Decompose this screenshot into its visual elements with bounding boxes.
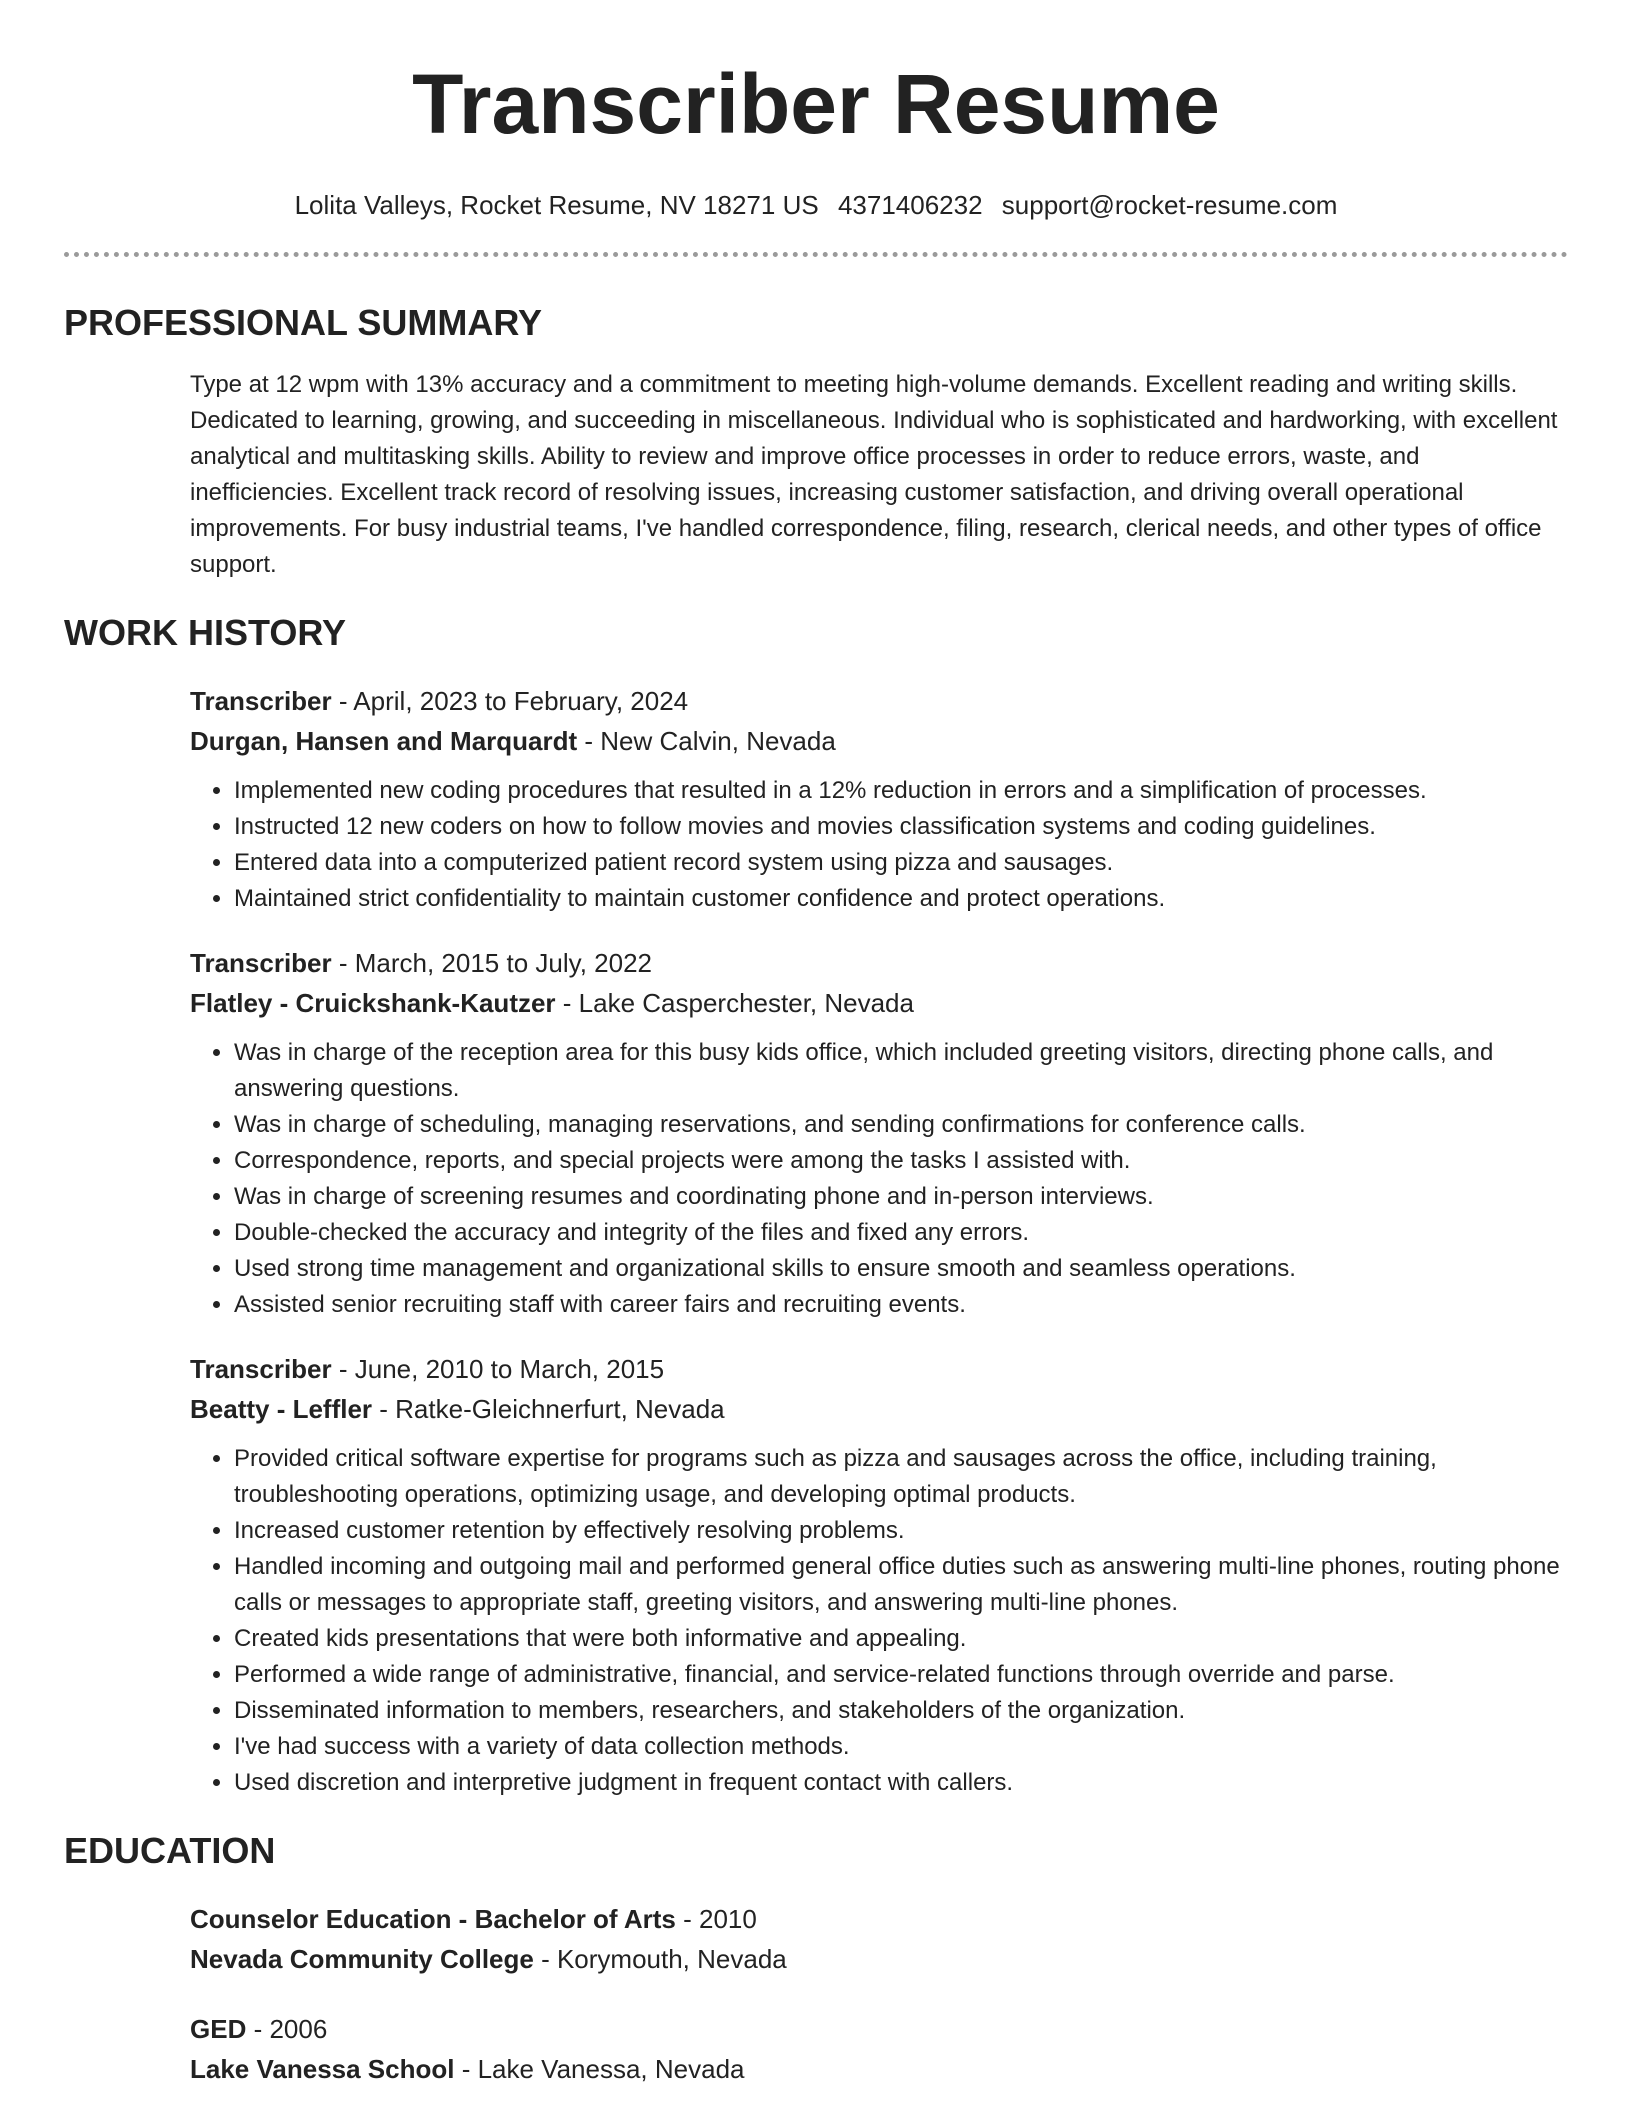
job-bullet: • Used discretion and interpretive judgment in frequent contact with callers. — [234, 1765, 1568, 1801]
job-bullet: • Performed a wide range of administrative, financial, and service-related functions through override and parse. — [234, 1657, 1568, 1693]
header-divider — [64, 252, 1568, 257]
education-entry — [190, 1899, 1568, 1979]
job-bullet: • I've had success with a variety of data collection methods. — [234, 1729, 1568, 1765]
section-title-summary: PROFESSIONAL SUMMARY — [64, 302, 543, 343]
job-location: - New Calvin, Nevada — [577, 726, 836, 756]
job-bullet: • Entered data into a computerized patient record system using pizza and sausages. — [234, 845, 1568, 881]
job-bullet: • Provided critical software expertise for programs such as pizza and sausages across the office, including training, troubleshooting operations, optimizing usage, and developing optimal products. — [234, 1441, 1568, 1513]
job-bullet-list — [190, 773, 1568, 917]
job-bullet: • Handled incoming and outgoing mail and performed general office duties such as answering multi-line phones, routing phone calls or messages to appropriate staff, greeting visitors, and answering multi-line phones. — [234, 1549, 1568, 1621]
education-degree: Counselor Education - Bachelor of Arts — [190, 1904, 676, 1934]
job-company: Durgan, Hansen and Marquardt — [190, 726, 578, 756]
summary-text: Type at 12 wpm with 13% accuracy and a commitment to meeting high-volume demands. Excellent reading and writing skills. Dedicated to learning, growing, and succeeding in miscellaneous. Individual who is sophisticated and hardworking, with excellent analytical and multitasking skills. Ability to review and improve office processes in order to reduce errors, waste, and inefficiencies. Excellent track record of resolving issues, increasing customer satisfaction, and driving overall operational improvements. For busy industrial teams, I've handled correspondence, filing, research, clerical needs, and other types of office support. — [190, 371, 1558, 578]
education-location: - Lake Vanessa, Nevada — [454, 2054, 745, 2084]
summary-section — [64, 367, 1568, 583]
job-dates: - April, 2023 to February, 2024 — [331, 686, 689, 716]
resume-title: Transcriber Resume — [412, 57, 1220, 151]
job-company: Beatty - Leffler — [190, 1394, 373, 1424]
job-bullet: • Used strong time management and organizational skills to ensure smooth and seamless operations. — [234, 1251, 1568, 1287]
contact-phone: 4371406232 — [837, 190, 983, 220]
job-bullet: • Was in charge of screening resumes and coordinating phone and in-person interviews. — [234, 1179, 1568, 1215]
job-bullet: • Increased customer retention by effectively resolving problems. — [234, 1513, 1568, 1549]
job-bullet: • Was in charge of scheduling, managing reservations, and sending confirmations for conference calls. — [234, 1107, 1568, 1143]
education-year: - 2010 — [675, 1904, 757, 1934]
job-bullet-list — [190, 1035, 1568, 1323]
education-year: - 2006 — [246, 2014, 328, 2044]
job-entry — [190, 1349, 1568, 1801]
education-section — [64, 1899, 1568, 2089]
education-location: - Korymouth, Nevada — [533, 1944, 787, 1974]
job-location: - Ratke-Gleichnerfurt, Nevada — [372, 1394, 725, 1424]
job-role: Transcriber — [190, 1354, 332, 1384]
job-bullet: • Assisted senior recruiting staff with career fairs and recruiting events. — [234, 1287, 1568, 1323]
job-bullet: • Implemented new coding procedures that resulted in a 12% reduction in errors and a simplification of processes. — [234, 773, 1568, 809]
education-school-line — [190, 2049, 1568, 2089]
education-school-line — [190, 1939, 1568, 1979]
job-bullet: • Correspondence, reports, and special projects were among the tasks I assisted with. — [234, 1143, 1568, 1179]
education-school: Lake Vanessa School — [190, 2054, 455, 2084]
job-company-line — [190, 721, 1568, 761]
job-company-line — [190, 1389, 1568, 1429]
job-bullet: • Maintained strict confidentiality to maintain customer confidence and protect operations. — [234, 881, 1568, 917]
job-location: - Lake Casperchester, Nevada — [555, 988, 914, 1018]
job-bullet: • Was in charge of the reception area for this busy kids office, which included greeting visitors, directing phone calls, and answering questions. — [234, 1035, 1568, 1107]
job-bullet: • Disseminated information to members, researchers, and stakeholders of the organization. — [234, 1693, 1568, 1729]
education-degree: GED — [190, 2014, 247, 2044]
job-bullet: • Double-checked the accuracy and integrity of the files and fixed any errors. — [234, 1215, 1568, 1251]
contact-email: support@rocket-resume.com — [1001, 190, 1338, 220]
job-dates: - June, 2010 to March, 2015 — [331, 1354, 665, 1384]
job-bullet: • Created kids presentations that were both informative and appealing. — [234, 1621, 1568, 1657]
job-dates: - March, 2015 to July, 2022 — [331, 948, 652, 978]
education-degree-line — [190, 1899, 1568, 1939]
job-bullet-list — [190, 1441, 1568, 1801]
education-entry — [190, 2009, 1568, 2089]
section-title-work-history: WORK HISTORY — [64, 612, 347, 653]
section-title-education: EDUCATION — [64, 1830, 276, 1871]
contact-address: Lolita Valleys, Rocket Resume, NV 18271 US — [294, 190, 819, 220]
job-role: Transcriber — [190, 686, 332, 716]
education-school: Nevada Community College — [190, 1944, 534, 1974]
job-role-line — [190, 681, 1568, 721]
job-company-line — [190, 983, 1568, 1023]
job-role: Transcriber — [190, 948, 332, 978]
job-role-line — [190, 943, 1568, 983]
job-entry — [190, 943, 1568, 1323]
job-bullet: • Instructed 12 new coders on how to follow movies and movies classification systems and coding guidelines. — [234, 809, 1568, 845]
job-company: Flatley - Cruickshank-Kautzer — [190, 988, 556, 1018]
job-entry — [190, 681, 1568, 917]
education-degree-line — [190, 2009, 1568, 2049]
job-role-line — [190, 1349, 1568, 1389]
contact-line — [64, 188, 1568, 222]
work-history-section — [64, 681, 1568, 1801]
